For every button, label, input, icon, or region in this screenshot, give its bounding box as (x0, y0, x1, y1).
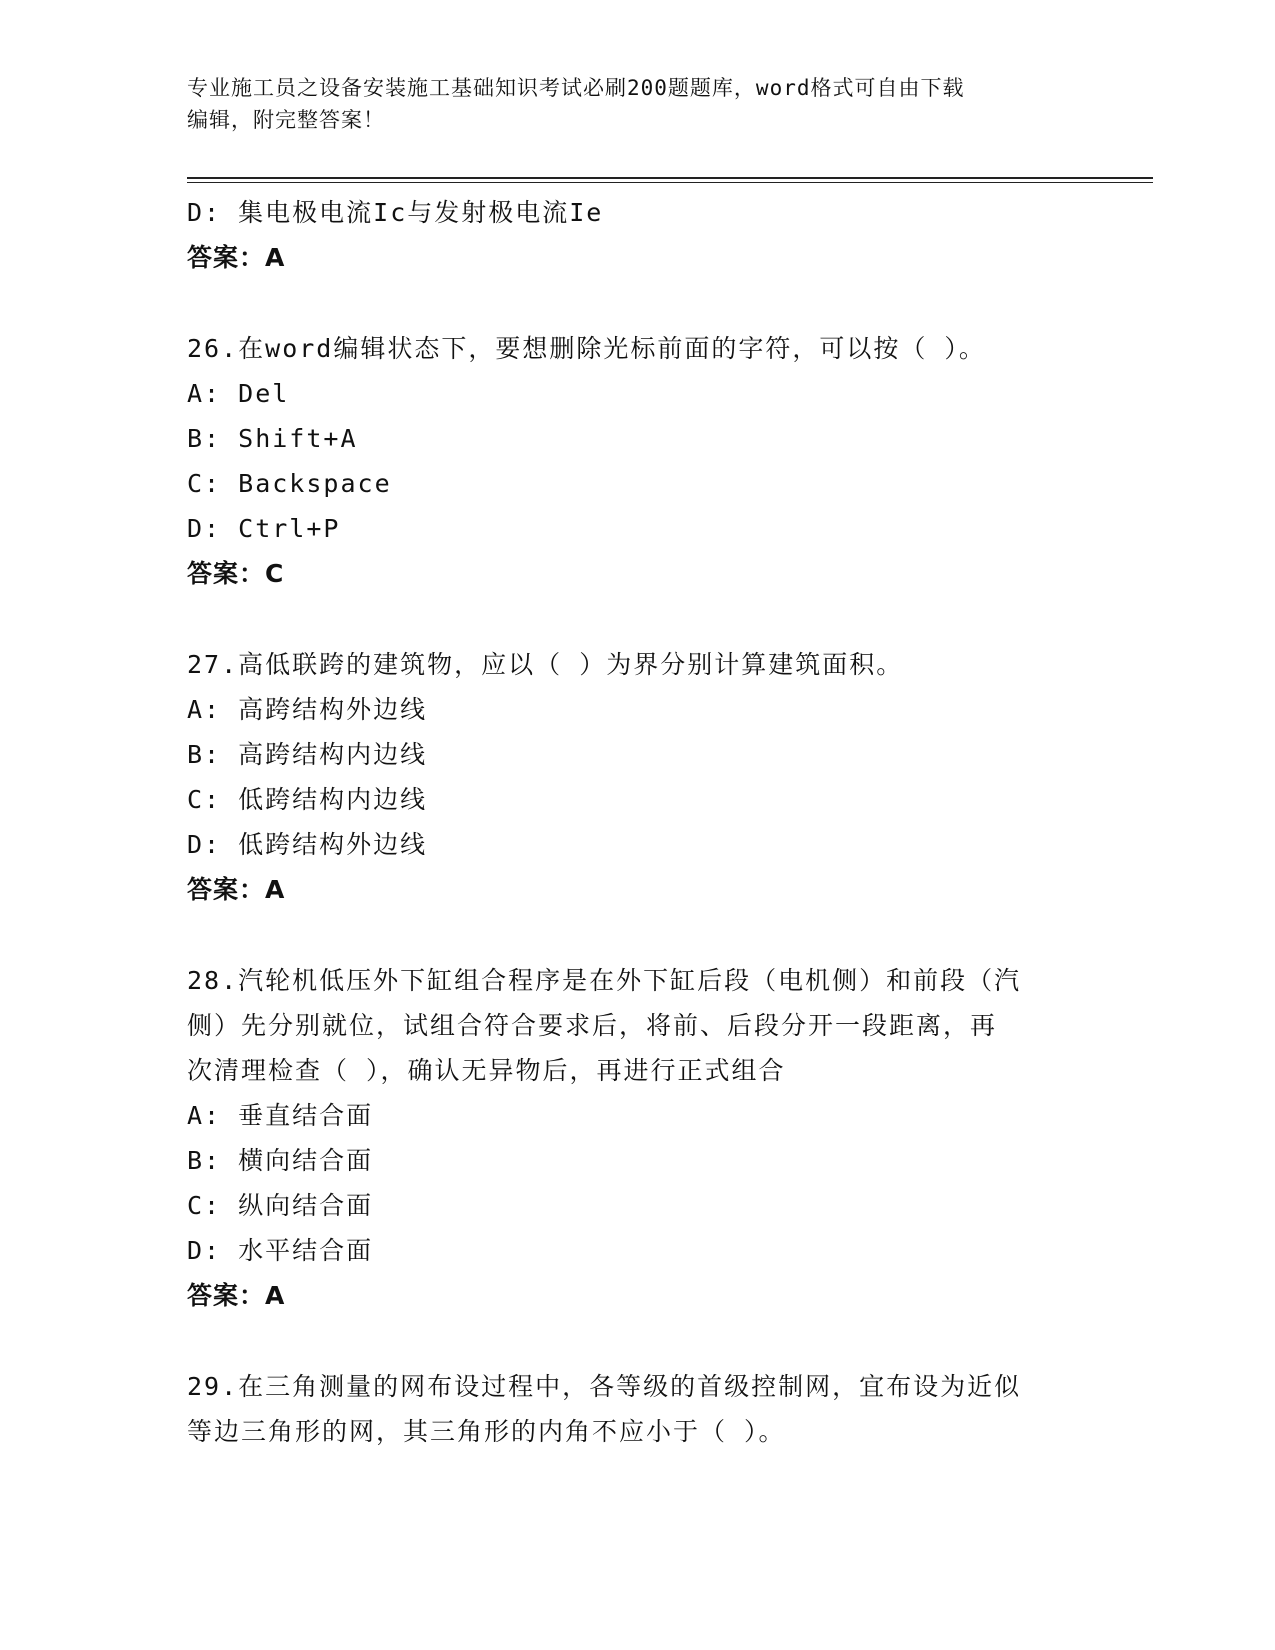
question-26 (187, 326, 1087, 596)
question-stem-line-2: 侧）先分别就位，试组合符合要求后，将前、后段分开一段距离，再 (187, 1011, 998, 1040)
option-b: B: Shift+A (187, 424, 358, 453)
question-stem-line-3: 次清理检查（ ），确认无异物后，再进行正式组合 (187, 1056, 786, 1085)
question-stem-line-1: 29.在三角测量的网布设过程中，各等级的首级控制网，宜布设为近似 (187, 1372, 1022, 1401)
question-28 (187, 958, 1087, 1318)
header-divider (187, 177, 1153, 179)
option-a: A: Del (187, 379, 290, 408)
question-29 (187, 1364, 1087, 1454)
prev-answer: 答案：A (187, 243, 286, 272)
option-d: D: 水平结合面 (187, 1236, 374, 1265)
question-stem-line-2: 等边三角形的网，其三角形的内角不应小于（ ）。 (187, 1417, 786, 1446)
answer: 答案：A (187, 1281, 286, 1310)
answer: 答案：C (187, 559, 285, 588)
option-b: B: 横向结合面 (187, 1146, 374, 1175)
header-line-2: 编辑，附完整答案！ (187, 108, 385, 132)
option-c: C: Backspace (187, 469, 392, 498)
option-a: A: 高跨结构外边线 (187, 695, 428, 724)
prev-option-d: D: 集电极电流Ic与发射极电流Ie (187, 198, 604, 227)
option-d: D: 低跨结构外边线 (187, 830, 428, 859)
question-stem: 26.在word编辑状态下，要想删除光标前面的字符，可以按（ ）。 (187, 334, 986, 363)
question-list (187, 190, 1087, 1454)
answer: 答案：A (187, 875, 286, 904)
question-stem-line-1: 28.汽轮机低压外下缸组合程序是在外下缸后段（电机侧）和前段（汽 (187, 966, 1022, 995)
document-header (187, 72, 1087, 136)
option-a: A: 垂直结合面 (187, 1101, 374, 1130)
header-divider-thin (187, 182, 1153, 183)
question-27 (187, 642, 1087, 912)
option-c: C: 纵向结合面 (187, 1191, 374, 1220)
question-stem: 27.高低联跨的建筑物，应以（ ）为界分别计算建筑面积。 (187, 650, 904, 679)
option-b: B: 高跨结构内边线 (187, 740, 428, 769)
option-c: C: 低跨结构内边线 (187, 785, 428, 814)
header-line-1: 专业施工员之设备安装施工基础知识考试必刷200题题库，word格式可自由下载 (187, 76, 965, 100)
option-d: D: Ctrl+P (187, 514, 341, 543)
